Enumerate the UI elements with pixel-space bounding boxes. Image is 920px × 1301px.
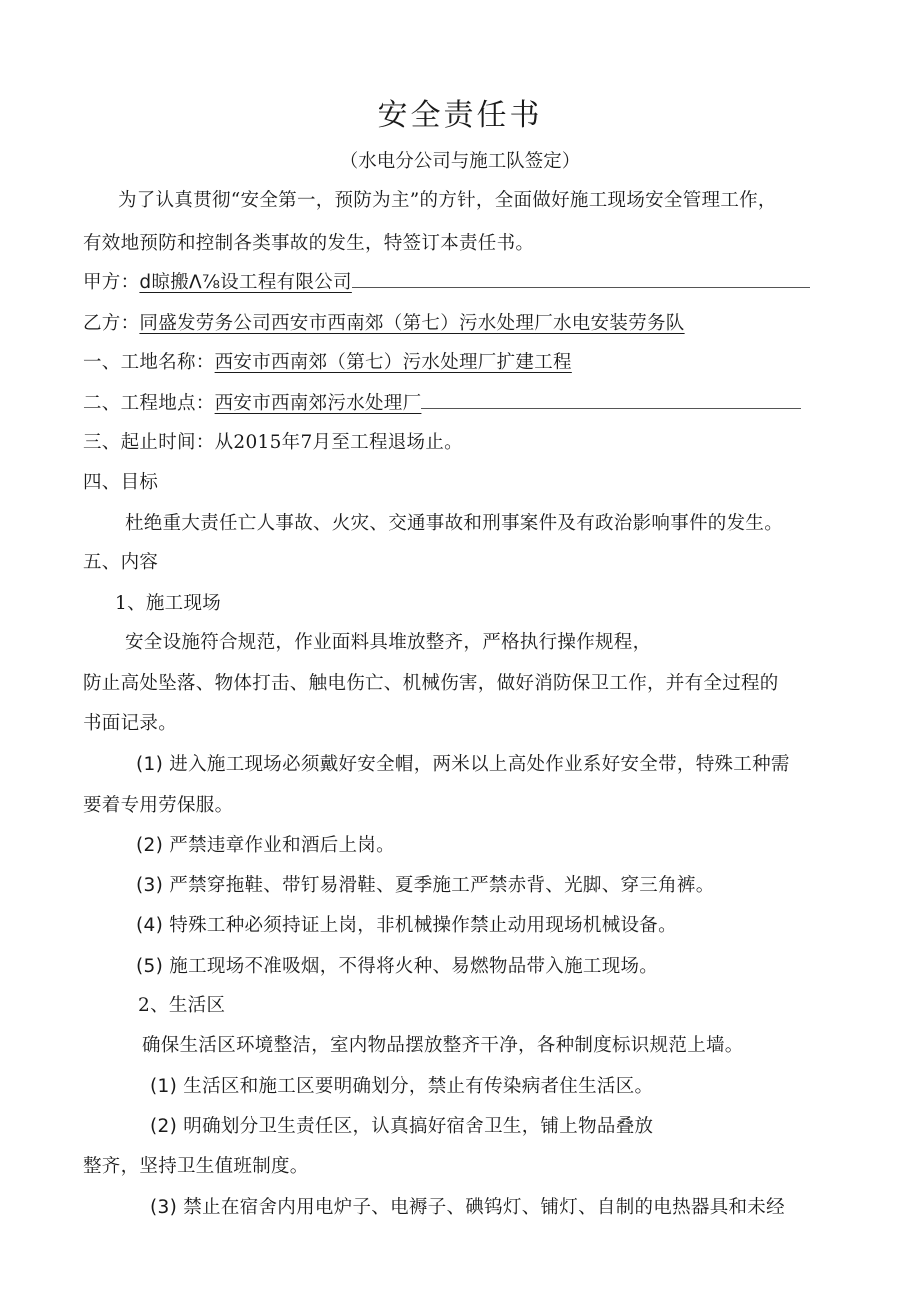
section2-item-2-cont: 整齐，坚持卫生值班制度。	[83, 1156, 309, 1177]
party-a-blank-rule	[352, 273, 810, 288]
site-location-value: 西安市西南郊污水处理厂	[214, 393, 422, 414]
section2-intro: 确保生活区环境整洁，室内物品摆放整齐干净，各种制度标识规范上墙。	[142, 1035, 744, 1056]
section1-item-5	[136, 953, 881, 981]
item-text: 生活区和施工区要明确划分，禁止有传染病者住生活区。	[183, 1076, 654, 1097]
site-name-line	[83, 349, 828, 377]
section1-item-3	[136, 872, 881, 900]
goal-heading: 四、目标	[83, 472, 159, 493]
section1-text-2: 防止高处坠落、物体打击、触电伤亡、机械伤害，做好消防保卫工作，并有全过程的	[83, 673, 779, 694]
item-text: 禁止在宿舍内用电炉子、电褥子、碘钨灯、铺灯、自制的电热器具和未经	[183, 1197, 785, 1218]
content-heading: 五、内容	[83, 552, 159, 573]
item-text: 明确划分卫生责任区，认真搞好宿舍卫生，铺上物品叠放	[183, 1116, 654, 1137]
section2-item-3	[150, 1194, 895, 1222]
section1-item-2	[136, 832, 881, 860]
item-text: 特殊工种必须持证上岗，非机械操作禁止动用现场机械设备。	[169, 915, 677, 936]
site-name-value: 西安市西南郊（第七）污水处理厂扩建工程	[214, 352, 572, 373]
item-number: (2)	[150, 1116, 178, 1137]
period-line: 三、起止时间：从2015年7月至工程退场止。	[83, 432, 463, 453]
section2-item-1	[150, 1073, 895, 1101]
document-title: 安全责任书	[377, 98, 543, 133]
site-location-blank-rule	[421, 394, 801, 409]
section1-text-1: 安全设施符合规范，作业面料具堆放整齐，严格执行操作规程，	[125, 632, 652, 653]
document-subtitle: （水电分公司与施工队签定）	[339, 151, 581, 172]
party-a-line	[83, 269, 828, 297]
item-number: (1)	[150, 1076, 178, 1097]
party-b-line	[83, 310, 828, 338]
section1-item-1-cont: 要着专用劳保服。	[83, 795, 234, 816]
item-number: (4)	[136, 915, 164, 936]
site-location-label: 二、工程地点：	[83, 393, 215, 414]
party-b-label: 乙方：	[83, 313, 140, 334]
item-number: (3)	[136, 875, 164, 896]
party-b-value: 同盛发劳务公司西安市西南郊（第七）污水处理厂水电安装劳务队	[139, 313, 685, 334]
item-number: (3)	[150, 1197, 178, 1218]
item-number: (2)	[136, 835, 164, 856]
item-text: 严禁违章作业和酒后上岗。	[169, 835, 395, 856]
section1-heading: 1、施工现场	[115, 593, 222, 614]
section1-item-4	[136, 912, 881, 940]
section1-item-1	[136, 751, 881, 779]
item-number: (1)	[136, 754, 164, 775]
site-location-line	[83, 390, 828, 418]
section1-text-3: 书面记录。	[83, 713, 178, 734]
section2-heading: 2、生活区	[138, 995, 226, 1016]
intro-line-2: 有效地预防和控制各类事故的发生，特签订本责任书。	[83, 233, 535, 254]
item-number: (5)	[136, 956, 164, 977]
party-a-value: d晾搬Λ⅞设工程有限公司	[139, 272, 352, 293]
item-text: 进入施工现场必须戴好安全帽，两米以上高处作业系好安全带，特殊工种需	[169, 754, 790, 775]
goal-text: 杜绝重大责任亡人事故、火灾、交通事故和刑事案件及有政治影响事件的发生。	[125, 513, 784, 534]
item-text: 施工现场不准吸烟，不得将火种、易燃物品带入施工现场。	[169, 956, 659, 977]
item-text: 严禁穿拖鞋、带钉易滑鞋、夏季施工严禁赤背、光脚、穿三角裤。	[169, 875, 715, 896]
intro-line-1: 为了认真贯彻“安全第一，预防为主”的方针，全面做好施工现场安全管理工作，	[118, 190, 777, 211]
party-a-label: 甲方：	[83, 272, 140, 293]
section2-item-2	[150, 1113, 895, 1141]
site-name-label: 一、工地名称：	[83, 352, 215, 373]
